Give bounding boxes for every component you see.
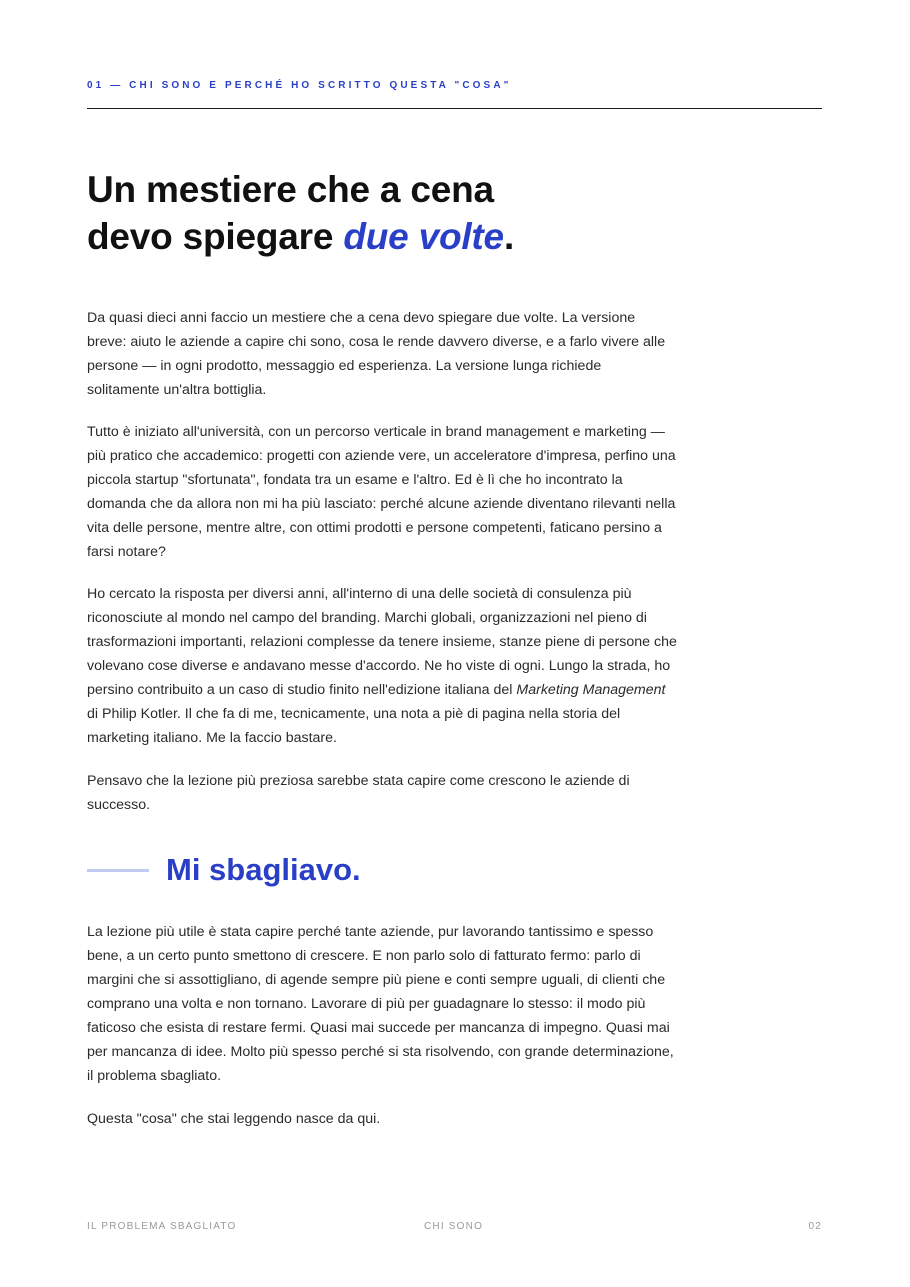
paragraph-3 (87, 582, 677, 750)
section-kicker: 01 — CHI SONO E PERCHÉ HO SCRITTO QUESTA "COSA" (87, 80, 512, 91)
paragraph-6: Questa "cosa" che stai leggendo nasce da qui. (87, 1111, 381, 1127)
paragraph-3-part-2: di Philip Kotler. Il che fa di me, tecnicamente, una nota a piè di pagina nella storia del marketing italiano. Me la faccio bastare. (87, 706, 621, 746)
section-subheading (87, 848, 361, 892)
paragraph-1: Da quasi dieci anni faccio un mestiere che a cena devo spiegare due volte. La versione breve: aiuto le aziende a capire chi sono, cosa le rende davvero diverse, e a farlo vivere alle persone — in ogni prodotto, messaggio ed esperienza. La versione lunga richiede solitamente un'altra bottiglia. (87, 310, 666, 398)
paragraph-4: Pensavo che la lezione più preziosa sarebbe stata capire come crescono le aziende di successo. (87, 773, 630, 813)
footer-document-title: IL PROBLEMA SBAGLIATO (87, 1221, 237, 1232)
header-divider (87, 108, 822, 109)
page-title (87, 166, 514, 260)
title-accent: due volte (343, 216, 504, 257)
paragraph-3-part-1: Ho cercato la risposta per diversi anni, all'interno di una delle società di consulenza più riconosciute al mondo nel campo del branding. Marchi globali, organizzazioni nel pieno di trasformazioni importanti, relazioni complesse da tenere insieme, stanze piene di persone che volevano cose diverse e andavano messe d'accordo. Ne ho viste di ogni. Lungo la strada, ho persino contribuito a un caso di studio finito nell'edizione italiana del (87, 586, 677, 698)
title-line-2-prefix: devo spiegare (87, 216, 344, 257)
book-title: Marketing Management (516, 682, 666, 698)
paragraph-2: Tutto è iniziato all'università, con un percorso verticale in brand management e marketing — più pratico che accademico: progetti con aziende vere, un acceleratore d'impresa, perfino una piccola startup "sfortunata", fondata tra un esame e l'altro. Ed è lì che ho incontrato la domanda che da allora non mi ha più lasciato: perché alcune aziende diventano rilevanti nella vita delle persone, mentre altre, con ottimi prodotti e persone competenti, faticano persino a farsi notare? (87, 424, 676, 560)
subheading-accent-line (87, 869, 149, 872)
paragraph-5: La lezione più utile è stata capire perché tante aziende, pur lavorando tantissimo e spesso bene, a un certo punto smettono di crescere. E non parlo solo di fatturato fermo: parlo di margini che si assottigliano, di agende sempre più piene e conti sempre uguali, di clienti che comprano una volta e non tornano. Lavorare di più per guadagnare lo stesso: il modo più faticoso che esista di restare fermi. Quasi mai succede per mancanza di impegno. Quasi mai per mancanza di idee. Molto più spesso perché si sta risolvendo, con grande determinazione, il problema sbagliato. (87, 924, 674, 1084)
title-line-2-suffix: . (503, 216, 515, 257)
subheading-text: Mi sbagliavo. (166, 852, 361, 887)
footer-section-name: CHI SONO (424, 1221, 484, 1232)
document-page (87, 0, 822, 1287)
title-line-1: Un mestiere che a cena (87, 169, 494, 210)
footer-page-number: 02 (808, 1221, 822, 1232)
